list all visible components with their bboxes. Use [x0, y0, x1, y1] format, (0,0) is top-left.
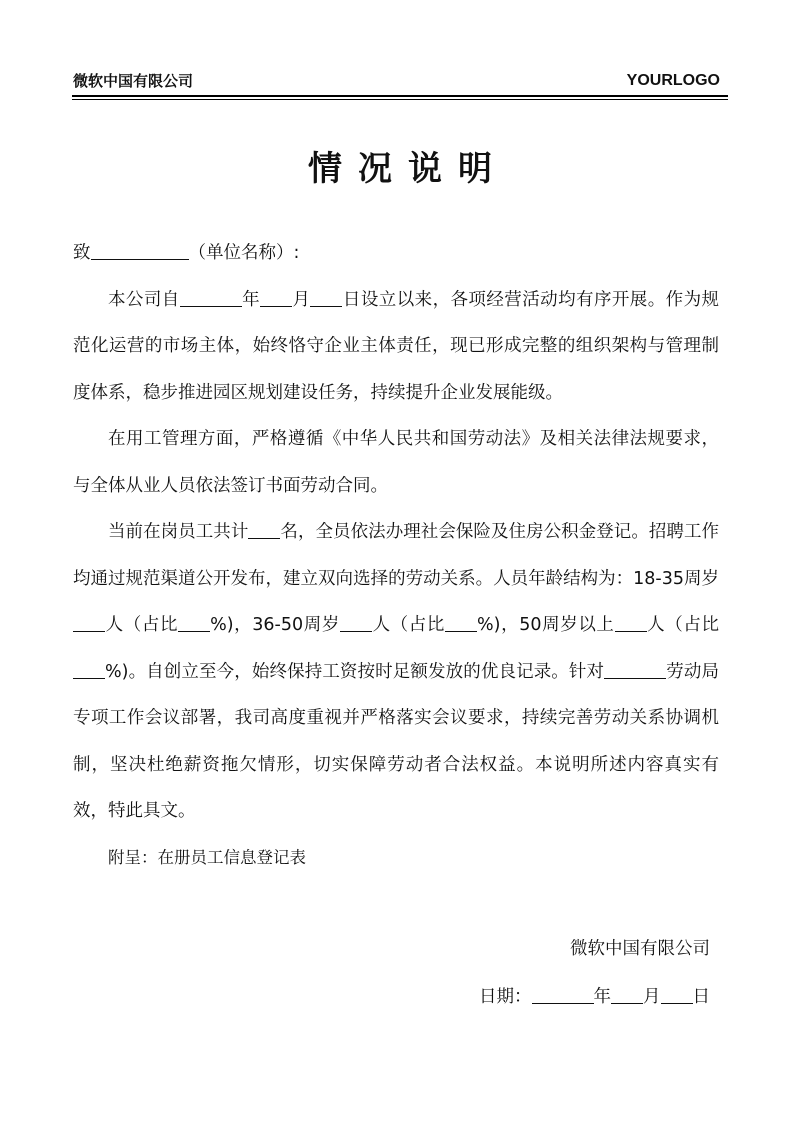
para3-text: %)，50周岁以上 — [477, 615, 615, 635]
header-divider-thick — [72, 95, 728, 97]
date-month-label: 月 — [643, 987, 661, 1007]
para3-text: 劳动局专项工作会议部署，我司高度重视并严格落实会议要求，持续完善劳动关系协调机制，坚决杜绝薪资拖欠情形，切实保障劳动者合法权益。本说明所述内容真实有效，特此具文。 — [73, 661, 719, 821]
day-blank — [310, 288, 342, 307]
para1-text-rest: 日设立以来，各项经营活动均有序开展。作为规范化运营的市场主体，始终恪守企业主体责任，现已形成完整的组织架构与管理制度体系，稳步推进园区规划建设任务，持续提升企业发展能级。 — [73, 289, 720, 403]
salutation-suffix: （单位名称）: — [188, 243, 300, 263]
para3-text: %)，36-50周岁 — [210, 615, 340, 635]
date-day-blank — [661, 986, 693, 1005]
paragraph-staff — [73, 509, 719, 835]
age-18-35-count-blank — [73, 614, 105, 633]
age-36-50-percent-blank — [445, 614, 477, 633]
para3-text: %)。自创立至今，始终保持工资按时足额发放的优良记录。针对 — [105, 661, 605, 682]
date-year-label: 年 — [593, 987, 611, 1007]
para3-text: 当前在岗员工共计 — [108, 522, 249, 542]
salutation — [73, 230, 719, 277]
paragraph-labor-management: 在用工管理方面，严格遵循《中华人民共和国劳动法》及相关法律法规要求，与全体从业人员依法签订书面劳动合同。 — [73, 429, 719, 496]
para3-text: 名，全员依法办理社会保险及住房公积金登记。招聘工作均通过规范渠道公开发布，建立双向选择的劳动关系。人员年龄结构为：18-35周岁 — [73, 522, 720, 589]
attachment-note: 附呈：在册员工信息登记表 — [108, 847, 306, 867]
para3-text: 人（占比 — [105, 615, 179, 635]
date-day-label: 日 — [692, 987, 710, 1007]
header-divider-thin — [72, 99, 728, 100]
age-50-plus-count-blank — [615, 614, 647, 633]
salutation-prefix: 致 — [73, 243, 91, 263]
header-logo: YOURLOGO — [626, 72, 720, 89]
meeting-blank — [604, 660, 666, 679]
month-blank — [260, 288, 292, 307]
recipient-blank — [91, 242, 189, 261]
para3-text: 人（占比 — [371, 615, 446, 635]
age-36-50-count-blank — [340, 614, 372, 633]
para1-year-label: 年 — [241, 289, 261, 310]
paragraph-establishment — [73, 277, 719, 417]
para3-text: 人（占比 — [646, 615, 720, 635]
para1-text: 本公司自 — [108, 289, 180, 310]
document-title: 情况说明 — [308, 149, 508, 189]
document-body — [73, 230, 719, 881]
header-company-name: 微软中国有限公司 — [73, 72, 194, 90]
date-year-blank — [532, 986, 594, 1005]
signature-company: 微软中国有限公司 — [570, 939, 710, 959]
para1-month-label: 月 — [292, 289, 311, 310]
staff-count-blank — [248, 521, 280, 540]
age-18-35-percent-blank — [178, 614, 210, 633]
year-blank — [180, 288, 242, 307]
signature-date — [479, 980, 710, 1014]
date-month-blank — [611, 986, 643, 1005]
date-label: 日期： — [479, 987, 532, 1007]
age-50-plus-percent-blank — [73, 660, 105, 679]
